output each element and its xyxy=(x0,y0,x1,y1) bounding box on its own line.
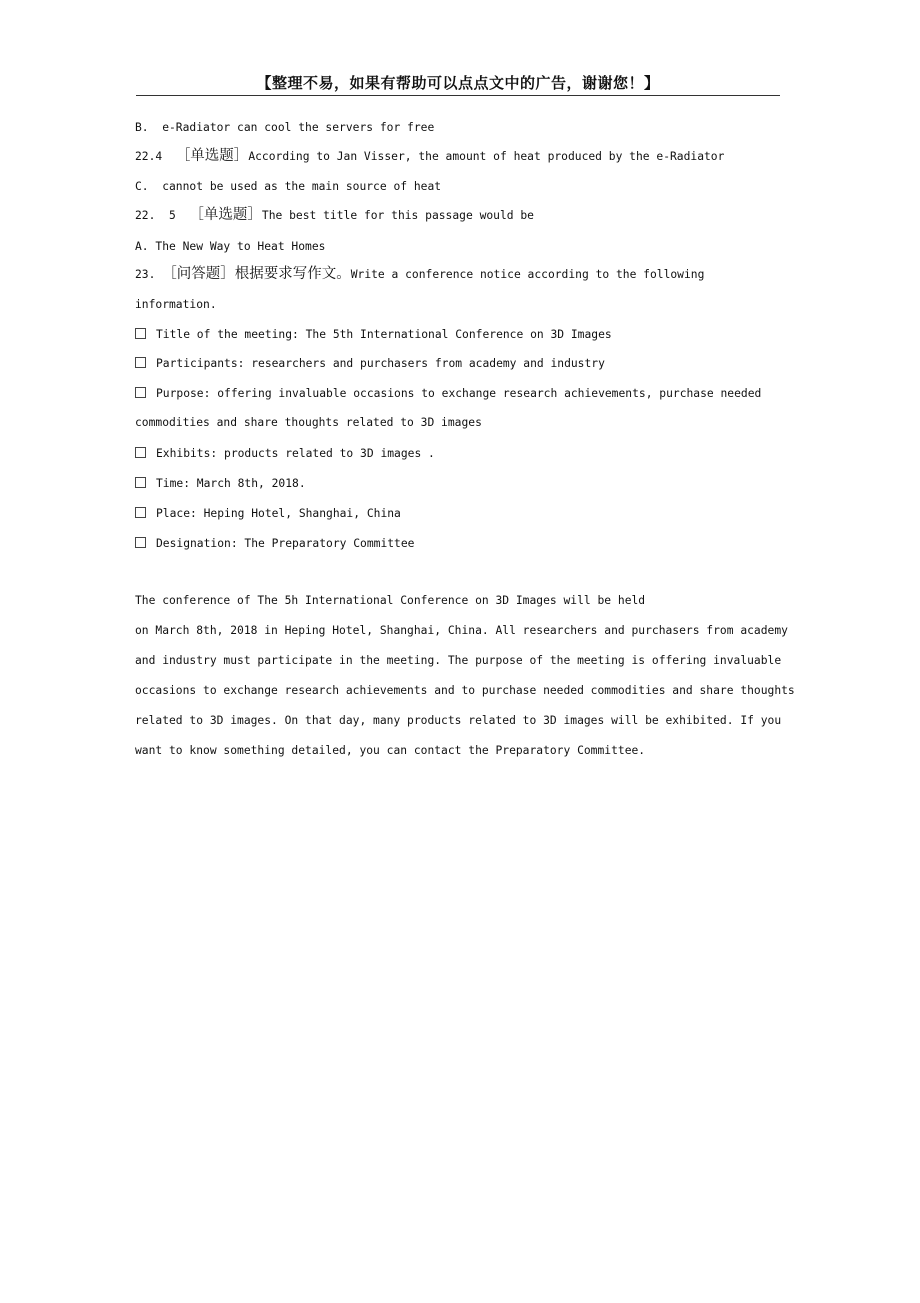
question-number: 22. 5 xyxy=(135,209,190,222)
question-text: The best title for this passage would be xyxy=(261,209,534,222)
checkbox-icon xyxy=(135,537,146,548)
essay-line: occasions to exchange research achievements and to purchase needed commodities and share thoughts xyxy=(135,684,795,697)
checkbox-icon xyxy=(135,447,146,458)
checkbox-icon xyxy=(135,357,146,368)
bullet-item: Title of the meeting: The 5th International Conference on 3D Images xyxy=(135,328,612,340)
essay-line: and industry must participate in the meeting. The purpose of the meeting is offering invaluable xyxy=(135,654,782,667)
bullet-item: Time: March 8th, 2018. xyxy=(135,477,306,489)
option-b-line: B. e-Radiator can cool the servers for free xyxy=(135,121,435,134)
header-divider xyxy=(136,95,780,96)
essay-line: on March 8th, 2018 in Heping Hotel, Shanghai, China. All researchers and purchasers from academy xyxy=(135,624,788,637)
bullet-item: Designation: The Preparatory Committee xyxy=(135,537,414,549)
question-text: According to Jan Visser, the amount of heat produced by the e-Radiator xyxy=(248,150,725,163)
question-22-4 xyxy=(135,149,724,164)
question-type-tag: ［单选题］ xyxy=(175,148,249,164)
bullet-item-continued: commodities and share thoughts related to 3D images xyxy=(135,416,482,429)
essay-line: The conference of The 5h International Conference on 3D Images will be held xyxy=(135,594,646,607)
essay-line: want to know something detailed, you can contact the Preparatory Committee. xyxy=(135,744,646,757)
essay-line: related to 3D images. On that day, many products related to 3D images will be exhibited. If you xyxy=(135,714,782,727)
page-header-notice: 【整理不易，如果有帮助可以点点文中的广告，谢谢您！】 xyxy=(256,74,660,92)
bullet-item: Purpose: offering invaluable occasions to exchange research achievements, purchase needed xyxy=(135,387,761,399)
question-number: 22.4 xyxy=(135,150,176,163)
question-23 xyxy=(135,267,704,282)
question-number: 23. xyxy=(135,268,163,281)
question-type-tag: ［问答题］根据要求写作文。 xyxy=(162,266,351,282)
question-22-5 xyxy=(135,208,534,223)
question-23-continued: information. xyxy=(135,298,217,311)
checkbox-icon xyxy=(135,507,146,518)
bullet-item: Exhibits: products related to 3D images . xyxy=(135,447,435,459)
checkbox-icon xyxy=(135,477,146,488)
bullet-item: Participants: researchers and purchasers from academy and industry xyxy=(135,357,605,369)
question-text: Write a conference notice according to the following xyxy=(350,268,705,281)
question-type-tag: ［单选题］ xyxy=(189,207,262,223)
checkbox-icon xyxy=(135,387,146,398)
option-c-line: C. cannot be used as the main source of heat xyxy=(135,180,442,193)
option-a-line: A. The New Way to Heat Homes xyxy=(135,240,326,253)
checkbox-icon xyxy=(135,328,146,339)
bullet-item: Place: Heping Hotel, Shanghai, China xyxy=(135,507,401,519)
